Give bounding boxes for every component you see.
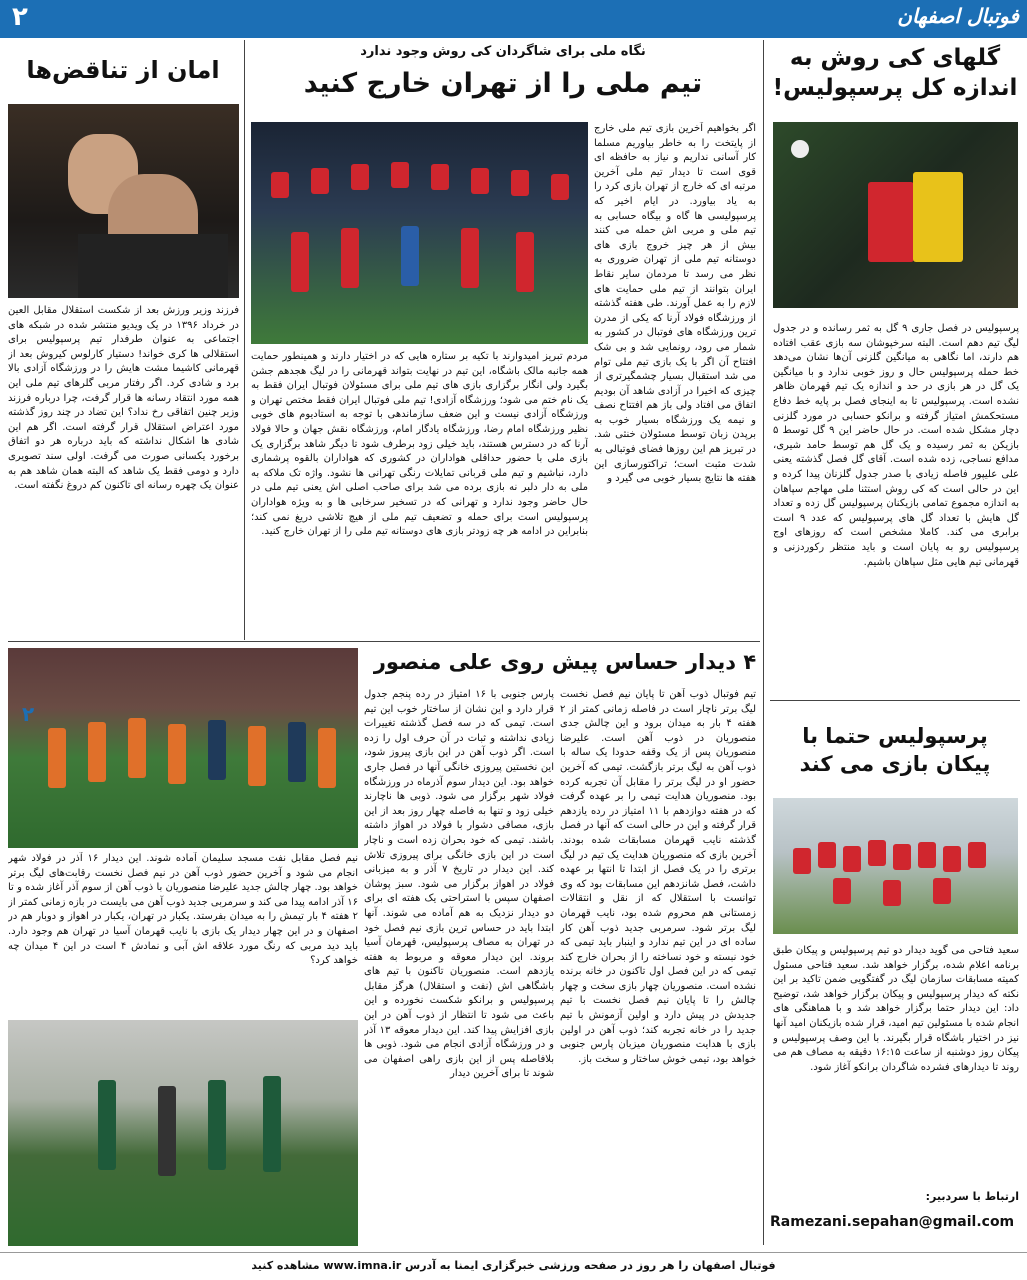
contact-email[interactable]: Ramezani.sepahan@gmail.com [770,1214,1015,1230]
zob-ahan-training-photo [8,648,358,848]
masthead-title: فوتبال اصفهان [897,4,1019,28]
row-divider [8,641,760,642]
right-top-body: پرسپولیس در فصل جاری ۹ گل به ثمر رسانده و در جدول لیگ تیم دهم است. البته سرخپوشان سه بازی عقب افتاده هم دارند، اما نگاهی به میانگین گلزنی آن‌ها نشان می‌دهد خط حمله پرسپولیس حال و روز خوبی ندارد و با میانگین یک گل در هر بازی در حد و اندازه یک تیم قهرمان ظاهر نشده است. پرسپولیس تا به اینجای فصل بر پایه خط دفاع مستحکمش امتیاز گرفته و برانکو حسابی در مورد گلزنی دچار مشکل شده است. در حال حاضر این ۹ گل توسط ۵ بازیکن به ثمر رسیده و یک گل هم توسط حامد شیری، مدافع نساجی، زده شده است. آقای گل فصل گذشته یعنی علی علیپور فاصله زیادی با صدر جدول گلزنان پیدا کرده و این در حالی است که کی روش استثنا ملی مهاجم سپاهان به اندازه مجموع تمامی بازیکنان پرسپولیس گل زده و تعداد گل هایش با تعداد گل های پرسپولیس که عدد ۹ است برابری می کند. کاملا مشخص است که روزهای اوج پرسپولیس رو به پایان است و باید منتظر رکوردزنی و قهرمانی تیم هایی مثل سپاهان باشیم. [773,323,1019,568]
headline-line: پیکان بازی می کند [799,752,991,777]
headline-line: گلهای کی روش به [789,45,1001,71]
masthead-bar [0,0,1027,38]
right-bottom-headline [770,722,1020,779]
page-number: ۲ [12,2,28,32]
minister-son-photo [8,104,239,298]
contact-label: ارتباط با سردبیر: [925,1190,1019,1203]
row-divider [770,700,1020,701]
right-bottom-body: سعید فتاحی می گوید دیدار دو تیم پرسپولیس و پیکان طبق برنامه اعلام شده، برگزار خواهد شد. سعید فتاحی مسئول کمیته مسابقات سازمان لیگ در گفتگویی ضمن تاکید بر این نکته که دیدار پرسپولیس و پیکان برگزار خواهد شد، توضیح داد: این دیدار حتما برگزار خواهد شد و با هماهنگی های انجام شده با مسئولین تیم امید، قرار شده بازیکنان امید آنها نیز در اختیار باشگاه قرار بگیرند. با این وصف پرسپولیس و پیکان روز دوشنبه از ساعت ۱۶:۱۵ دقیقه به مصاف هم می روند تا دیدارهای فشرده شاگردان برانکو آغاز شود. [773,945,1019,1073]
right-top-headline [770,44,1020,104]
persepolis-sepahan-photo [773,122,1018,308]
bottom-headline: ۴ دیدار حساس پیش روی علی منصور [373,650,757,674]
persepolis-team-photo [773,798,1018,934]
bottom-col2: پارس جنوبی با ۱۶ امتیاز در رده پنجم جدول قرار دارد و این نشان از ساختار خوب این تیم است. تیمی که در سه فصل گذشته تغییرات زیادی نداشته و ثبات در آن حرف اول را زده است. اگر ذوب آهن در این بازی پیروز شود، این نخستین پیروزی خانگی آنها در فصل جاری خواهد بود. این دیدار سوم آذرماه در ورزشگاه فولاد شهر برگزار می شود. ذوبی ها ناچارند خیلی زود و تنها به فاصله چهار روز بعد از این بازی، مصافی دشوار با فولاد در اهواز داشته باشند. تیمی که خود بحران زده است و ناچار است در این بازی خانگی برای پیروزی تلاش کند. این دیدار در تاریخ ۷ آذر و به میزبانی فولاد در اهواز برگزار می شود. سبز پوشان اصفهان سپس با استراحتی یک هفته ای برای دو دیدار نزدیک به هم آماده می شوند. آنها ابتدا باید در حساس ترین بازی نیم فصل خود در تهران به مصاف پرسپولیس، قهرمان آسیا بروند. این دیدار معوقه و مربوط به هفته یازدهم است. منصوریان تاکنون با تیم های باشگاهی اش (نفت و استقلال) هرگز مقابل پرسپولیس و برانکو شکست نخورده و این باعث می شود تا انتظار از ذوب آهن در این بازی افزایش پیدا کند. این دیدار معوقه ۱۳ آذر و در ورزشگاه آزادی انجام می شود. ذوبی ها بلافاصله پس از این بازی راهی اصفهان می شوند تا برای آخرین دیدار [364,689,554,1080]
center-kicker: نگاه ملی برای شاگردان کی روش وجود ندارد [360,44,646,59]
column-divider [763,40,764,1245]
bottom-col1: تیم فوتبال ذوب آهن تا پایان نیم فصل نخست لیگ برتر ناچار است در فاصله زمانی کمتر از ۲ هفته ۴ بار به میدان برود و این چالش جدی منصوریان در ذوب آهن است. علیرضا منصوریان پس از یک وقفه حدودا یک ساله با ذوب آهن به لیگ برتر بازگشت. تیمی که آخرین حضور او در لیگ برتر را مقابل آن تجربه کرده بود. منصوریان هدایت تیمی را بر عهده گرفت که در هفته دوازدهم با ۱۱ امتیاز در رده یازدهم قرار گرفته و این در حالی است که آنها در فصل گذشته نایب قهرمان مسابقات شده بودند. آخرین بازی که منصوریان هدایت یک تیم در لیگ برتری را در یک فصل از ابتدا تا انتها بر عهده داشت، فصل شانزدهم این مسابقات بود که وی توانست با استقلال که از نقل و انتقالات زمستانی هم محروم شده بود، نایب قهرمان لیگ برتر شود. سرمربی جدید ذوب آهن کار ساده ای در این تیم ندارد و اینبار باید تیمی که خود نبسته و خود نساخته را از بحران خارج کند تیمی که در این فصل اول تاکنون در خانه برنده نشده است. منصوریان چهار بازی سخت و چهار چالش را تا پایان نیم فصل نخست با تیم جدیدش در پیش دارد و اولین آزمونش با تیم جدید را در خانه تجربه کند؛ ذوب آهن در اولین بازی با هدایت منصوریان میزبان پارس جنوبی خواهد بود، تیمی خوش ساختار و سخت باز. [560,689,756,1065]
page-number-corner: ۲ [22,702,35,726]
column-divider [244,40,245,640]
center-headline: تیم ملی را از تهران خارج کنید [303,68,703,99]
mansourian-training-photo [8,1020,358,1246]
bottom-col3: نیم فصل مقابل نفت مسجد سلیمان آماده شوند. این دیدار ۱۶ آذر در فولاد شهر انجام می شود و آخرین حضور ذوب آهن در نیم فصل نخست رقابت‌های لیگ برتر خواهد بود. چهار چالش جدید علیرضا منصوریان با ذوب آهن از سوم آذر آغاز شده و تا ۱۶ آذر ادامه پیدا می کند و سرمربی جدید ذوب آهن می بایست در بازه زمانی کمتر از ۲ هفته ۴ بار تیمش را به میدان بفرستد. یکبار در تهران، یکبار در اهواز و دوبار هم در اصفهان و در این چهار دیدار یک بازی با نایب قهرمان آسیا در تهران هم وجود دارد. باید دید مربی که رنگ مورد علاقه اش آبی و نمادش ۴ است در این ۴ میدان چه خواهد کرد؟ [8,853,358,967]
left-top-headline: امان از تناقض‌ها [26,56,220,84]
footer-line: فوتبال اصفهان را هر روز در صفحه ورزشی خبرگزاری ایمنا به آدرس www.imna.ir مشاهده کنید [0,1252,1027,1280]
headline-line: اندازه کل پرسپولیس! [772,74,1018,101]
center-body-left: مردم تبریز امیدوارند با تکیه بر ستاره هایی که در اختیار دارند و همینطور حمایت همه جانبه مالک باشگاه، این تیم در نهایت بتواند قهرمانی را در لیگ هجدهم جشن بگیرد ولی انگار برگزاری بازی های تیم ملی برای مسئولان فوتبال ایران فقط به یک نام ختم می شود؛ ورزشگاه آزادی! تیم ملی فوتبال ایران فقط مختص تهران و ورزشگاه آزادی نیست و این ضعف سازماندهی با توجه به استادیوم های خوبی نظیر ورزشگاه امام رضا، ورزشگاه یادگار امام، ورزشگاه نقش جهان و حالا فولاد آرنا که در دسترس هستند، باید خیلی زود برطرف شود تا دیگر شاهد برگزاری یک بازی ملی با حضور حداقلی هواداران در کشوری که هواداران بالقوه پرشماری دارد، نباشیم و تیم ملی قربانی تمایلات رنگی تهرانی ها نشود. واژه تک ملاکه به ملی به دار دلبر نه بازی برده می شد برای صاحب اصلی اش یعنی تیم ملی در حال حاضر وجود ندارد و تهرانی که در تسخیر سرخابی ها و به ویژه هواداران پرسپولیس است برای حمله و تضعیف تیم ملی از هیچ تلاشی دریغ نمی کند؛ بنابراین در ادامه هر چه زودتر بازی های دوستانه تیم ملی را از تهران خارج کنید. [251,351,588,538]
iran-national-team-photo [251,122,588,344]
headline-line: پرسپولیس حتما با [802,724,988,748]
center-body-right: اگر بخواهیم آخرین بازی تیم ملی خارج از پایتخت را به خاطر بیاوریم مسلما کار آسانی نداریم و نیاز به حافظه ای قوی است تا دیدار تیم ملی آخرین مرتبه ای که خارج از تهران بازی کرد را به یاد بیاورد. در ایام اخیر که پرسپولیسی ها گاه و بیگاه حسابی به تیم ملی و مربی اش حمله می کنند بیش از هر چیز خروج بازی های دوستانه تیم ملی از تهران ضروری به نظر می رسد تا مردمان سایر نقاط ایران بتوانند از تیم ملی حمایت های لازم را به عمل آورند. طی هفته گذشته از ورزشگاه فولاد آرنا که یکی از مدرن ترین ورزشگاه های فوتبال در کشور به شمار می رود، رونمایی شد و بی شک افتتاح آن اگر با یک بازی تیم ملی توام می شد استقبال بسیار چشمگیرتری از چیزی که اخیرا در آزادی شاهد آن بودیم اتفاق می افتاد ولی باز هم افتتاح نصف و نیمه یک ورزشگاه بسیار خوب به برپدن زبان توسط مسئولان خنثی شد. در تبریز هم این روزها فضای فوتبالی به شدت مثبت است؛ تراکتورسازی این هفته ها نتایج بسیار خوبی می گیرد و [594,123,756,485]
left-top-body: فرزند وزیر ورزش بعد از شکست استقلال مقابل العین در خرداد ۱۳۹۶ در یک ویدیو منتشر شده در شبکه های اجتماعی به عنوان طرفدار تیم پرسپولیس برای استقلالی ها کری خواند! دستیار کارلوس کیروش بعد از قهرمانی کاشیما مشت هایش را در ورزشگاه آزادی بالا برد و شادی کرد. اگر رفتار مربی گلرهای تیم ملی این همه مورد انتقاد رسانه ها قرار گرفت، چرا درباره فرزند وزیر چنین اتفاقی رخ نداد؟ این تضاد در چند روز گذشته مورد اعتراض استقلال قرار گرفته است. اگر هم این شادی ها اشکال نداشته که باید درباره هر دو اتفاق برخورد یکسانی صورت می گرفت. اولی سند تصویری دارد و دومی فقط یک شاهد که البته همان شاهد هم به عنوان یک چهره رسانه ای تاکنون کم دروغ نگفته است. [8,305,239,492]
